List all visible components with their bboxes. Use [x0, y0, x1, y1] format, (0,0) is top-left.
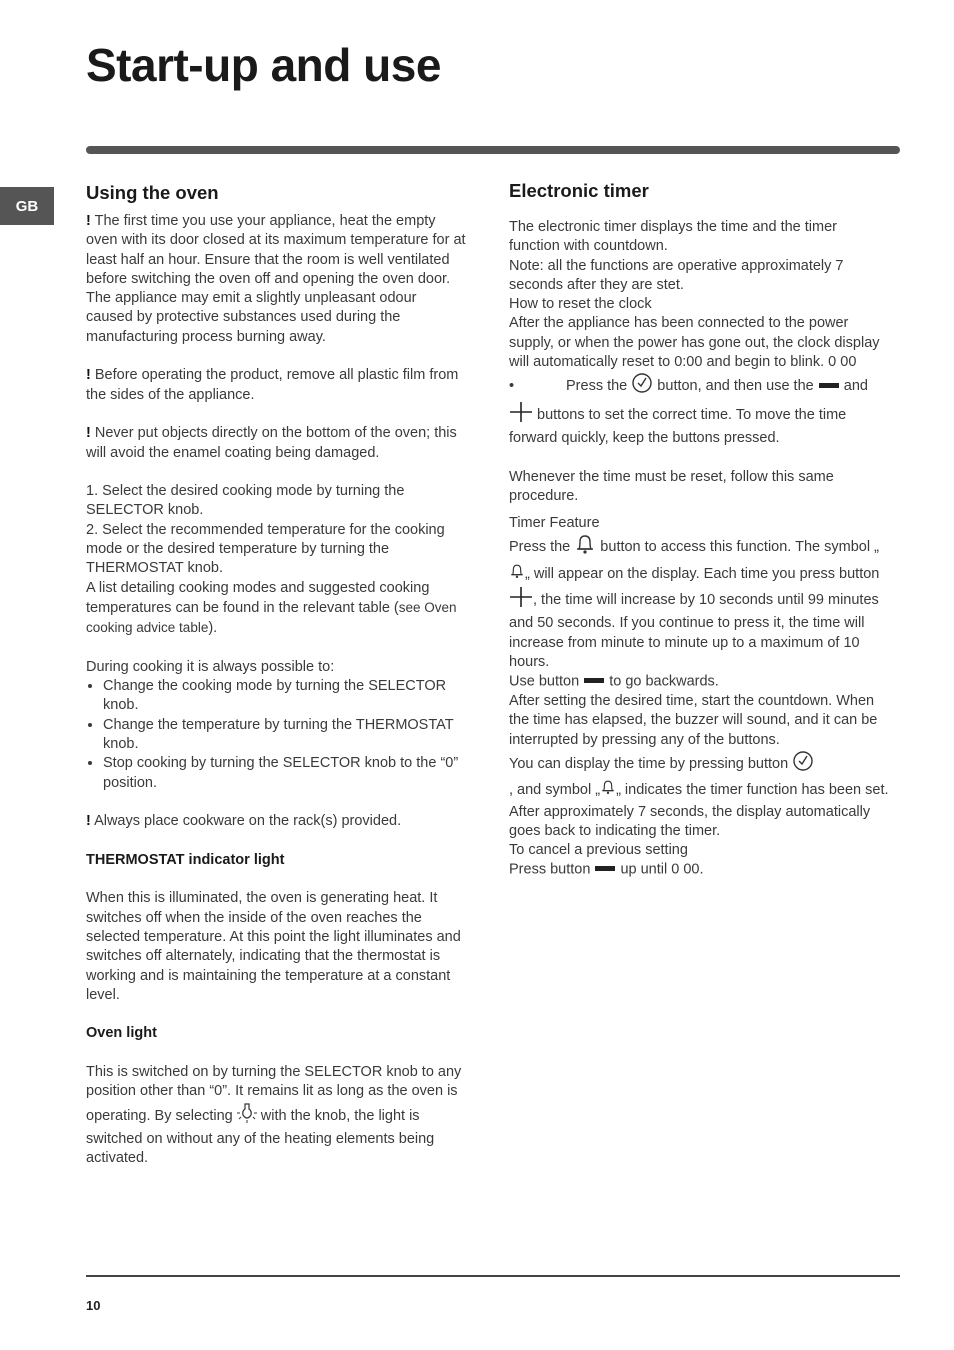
backwards-text: Use button to go backwards.	[509, 673, 719, 690]
reset-clock-heading: How to reset the clock	[509, 296, 652, 313]
thermostat-light-text: When this is illuminated, the oven is generating heat. It switches off when the inside of the oven reaches the selected temperature. At this point the light illuminates and switches off alternately, indicating that the thermostat is working and is maintaining the temperature at a constant level.	[86, 890, 461, 1003]
bell-icon	[509, 562, 525, 586]
cooking-table-note: A list detailing cooking modes and suggested cooking temperatures can be found in the relevant table (see Oven cooking advice table).	[86, 579, 457, 637]
plus-icon	[509, 586, 533, 614]
footer-rule	[86, 1275, 900, 1277]
electronic-timer-heading: Electronic timer	[509, 180, 649, 201]
set-time-instruction: • Press the button, and then use the and buttons to set the correct time. To move the time forward quickly, keep the buttons pressed.	[509, 372, 889, 448]
bottom-objects-note: ! Never put objects directly on the bottom of the oven; this will avoid the enamel coating being damaged.	[86, 425, 457, 461]
page-number: 10	[86, 1298, 101, 1313]
cancel-setting-heading: To cancel a previous setting	[509, 842, 688, 859]
during-cooking-list	[86, 677, 466, 793]
table-reference: see Oven cooking advice table	[86, 599, 457, 636]
list-item: • Change the cooking mode by turning the SELECTOR knob.	[103, 677, 466, 716]
step-2: 2. Select the recommended temperature for the cooking mode or the desired temperature by turning the THERMOSTAT knob.	[86, 521, 445, 577]
minus-icon	[594, 860, 616, 879]
clock-check-icon	[631, 372, 653, 400]
first-use-note: ! The first time you use your appliance, heat the empty oven with its door closed at its maximum temperature for at least half an hour. Ensure that the room is well ventilated before switching the oven off and opening the oven door. The appliance may emit a slightly unpleasant odour caused by protective substances used during the manufacturing process burning away.	[86, 213, 466, 345]
timer-note: Note: all the functions are operative approximately 7 seconds after they are stet.	[509, 257, 844, 293]
timer-intro: The electronic timer displays the time and the timer function with countdown.	[509, 219, 837, 255]
cookware-note: ! Always place cookware on the rack(s) provided.	[86, 813, 402, 830]
using-oven-heading: Using the oven	[86, 182, 219, 203]
minus-icon	[583, 672, 605, 691]
warning-mark: !	[86, 213, 91, 229]
warning-mark: !	[86, 367, 91, 384]
plus-icon	[509, 401, 533, 429]
using-oven-section	[86, 180, 466, 1169]
list-item: • Stop cooking by turning the SELECTOR knob to the “0” position.	[103, 754, 466, 793]
during-cooking-intro: During cooking it is always possible to:	[86, 658, 335, 675]
countdown-text: After setting the desired time, start the countdown. When the time has elapsed, the buzzer will sound, and it can be interrupted by pressing any of the buttons.	[509, 693, 878, 748]
reset-clock-text: After the appliance has been connected to the power supply, or when the power has gone out, the clock display will automatically reset to 0:00 and begin to blink. 0 00	[509, 315, 880, 371]
electronic-timer-section	[509, 178, 889, 880]
language-tab: GB	[0, 187, 54, 225]
clock-check-icon	[792, 750, 814, 778]
bullet: •	[509, 378, 515, 395]
minus-icon	[818, 377, 840, 396]
header-rule	[86, 146, 900, 154]
oven-light-heading: Oven light	[86, 1025, 157, 1042]
list-item: • Change the temperature by turning the THERMOSTAT knob.	[103, 716, 466, 755]
timer-feature-heading: Timer Feature	[509, 515, 600, 532]
timer-feature-text: Press the button to access this function. The symbol „„ will appear on the display. Each time you press button , the time will increase by 10 seconds until 99 minutes and 50 seconds. If you continue to press it, the time will increase from minute to minute up to a maximum of 10 hours.	[509, 533, 889, 672]
warning-mark: !	[86, 813, 91, 830]
oven-lamp-icon	[237, 1102, 257, 1130]
page-title: Start-up and use	[86, 39, 441, 91]
bell-icon	[574, 533, 596, 561]
bell-icon	[600, 778, 616, 802]
reset-procedure-note: Whenever the time must be reset, follow this same procedure.	[509, 468, 834, 504]
warning-mark: !	[86, 425, 91, 442]
plastic-film-note: ! Before operating the product, remove all plastic film from the sides of the appliance.	[86, 367, 459, 403]
thermostat-light-heading: THERMOSTAT indicator light	[86, 851, 285, 868]
oven-light-text: This is switched on by turning the SELECTOR knob to any position other than “0”. It remains lit as long as the oven is operating. By selecting with the knob, the light is switched on without any of the heating elements being activated.	[86, 1064, 462, 1167]
step-1: 1. Select the desired cooking mode by turning the SELECTOR knob.	[86, 483, 405, 519]
display-time-text: You can display the time by pressing button , and symbol „ „ indicates the timer function has been set. After approximately 7 seconds, the display automatically goes back to indicating the timer.	[509, 750, 889, 841]
cancel-setting-text: Press button up until 0 00.	[509, 861, 704, 878]
